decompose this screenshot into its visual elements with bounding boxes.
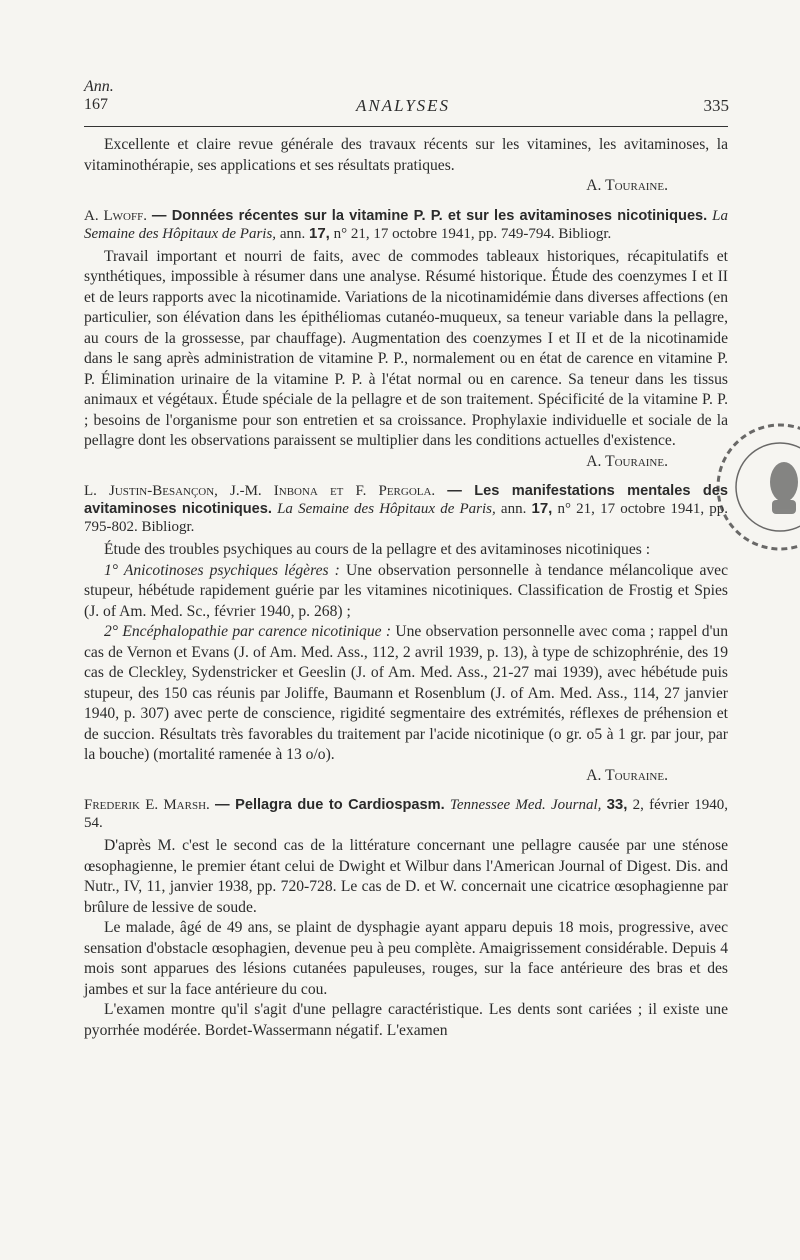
entry-volume: 33, <box>606 796 628 813</box>
entry-signature: A. Touraine. <box>586 452 668 470</box>
entry-title: — Les manifestations mentales des avitaminoses nicotiniques. <box>84 483 728 517</box>
review-entry <box>84 207 728 473</box>
intro-signature: A. Touraine. <box>586 177 668 194</box>
entry-paragraph: L'examen montre qu'il s'agit d'une pellagre caractéristique. Les dents sont cariées ; il existe une pyorrhée modérée. Bordet-Wassermann négatif. L'examen <box>84 1001 728 1039</box>
entry-ref-pre: ann. <box>500 501 527 517</box>
review-entry <box>84 796 728 1041</box>
entry-volume: 17, <box>531 500 553 517</box>
review-entry <box>84 482 728 786</box>
entry-reference <box>84 207 728 243</box>
entry-list-item <box>84 561 728 623</box>
journal-name: Ann. <box>84 78 114 95</box>
journal-volume: 167 <box>84 96 108 113</box>
header-rule <box>84 126 728 127</box>
journal-abbrev <box>84 78 114 114</box>
item-text: Une observation personnelle à tendance mélancolique avec stupeur, hébétude rapidement guérie par les vitamines nicotiniques. Classification de Frostig et Spies (J. of Am. Med. Sc., février 1940, p. 268) ; <box>84 561 729 620</box>
entry-reference <box>84 482 728 536</box>
page-number: 335 <box>703 96 729 115</box>
intro-text: Excellente et claire revue générale des travaux récents sur les vitamines, les avitaminoses, la vitaminothérapie, ses applications et ses résultats pratiques. <box>84 136 728 174</box>
entry-author: L. Justin-Besançon, J.-M. Inbona et F. Pergola. <box>84 483 436 499</box>
entry-journal: Tennessee Med. Journal, <box>449 797 602 813</box>
entry-ref-pre: ann. <box>279 225 306 242</box>
entry-reference <box>84 796 728 832</box>
library-stamp-icon <box>712 392 800 582</box>
entry-ref-post: n° 21, 17 octobre 1941, pp. 795-802. Bibliogr. <box>84 501 729 535</box>
entry-paragraph: Travail important et nourri de faits, avec de commodes tableaux historiques, récapitulatifs et synthétiques, impossible à résumer dans une analyse. Résumé historique. Étude des coenzymes I et II et de leurs rapports avec la nicotinamide. Variations de la nicotinamidémie dans diverses affections (en particulier, son élévation dans les épithéliomas cutanéo-muqueux, sa teneur variable dans la pellagre, au cours de la grossesse, par chauffage). Augmentation des coenzymes I et II et de la nicotinamide dans le sang après administration de vitamine P. P., normalement ou en état de carence en vitamine P. P. Élimination urinaire de la vitamine P. P. à l'état normal ou en carence. Sa teneur dans les tissus animaux et végétaux. Étude spéciale de la pellagre et de son traitement. Spécificité de la vitamine P. P. ; besoins de l'organisme pour son entretien et sa croissance. Prophylaxie individuelle et sociale de la pellagre dont les observations paraissent se multiplier dans les conditions actuelles d'existence. <box>84 247 728 449</box>
entry-paragraph: Le malade, âgé de 49 ans, se plaint de dysphagie ayant apparu depuis 18 mois, progressive, avec sensation d'obstacle œsophagien, devenue peu à peu complète. Amaigrissement considérable. Depuis 4 mois sont apparues des lésions cutanées papuleuses, rouges, sur la face antérieure des bras et des jambes et sur la face antérieure du cou. <box>84 919 728 998</box>
entry-signature: A. Touraine. <box>586 766 668 784</box>
entry-ref-post: n° 21, 17 octobre 1941, pp. 749-794. Bibliogr. <box>333 225 612 242</box>
entry-list-item <box>84 622 728 766</box>
item-text: Une observation personnelle avec coma ; rappel d'un cas de Vernon et Evans (J. of Am. Med. Ass., 112, 2 avril 1939, p. 13), à type de schizophrénie, des 19 cas de Cleckley, Sydenstricker et Geeslin (J. of Am. Med. Ass., 21-27 mai 1939), avec hébétude puis stupeur, des 150 cas réunis par Joliffe, Baumann et Rosenblum (J. of Am. Med. Ass., 114, 27 janvier 1940, p. 307) avec perte de conscience, rigidité segmentaire des extrémités, réflexes de préhension et de succion. Résultats très favorables du traitement par l'acide nicotinique (o gr. o5 à 1 gr. par jour, par la bouche) (mortalité ramenée à 13 o/o). <box>84 623 729 763</box>
section-title: ANALYSES <box>356 96 451 115</box>
entry-author: Frederik E. Marsh. <box>84 797 210 813</box>
entry-author: A. Lwoff. <box>84 207 147 224</box>
entry-journal: La Semaine des Hôpitaux de Paris, <box>84 207 728 242</box>
entry-paragraph: D'après M. c'est le second cas de la littérature concernant une pellagre causée par une sténose œsophagienne, le premier étant celui de Dwight et Wilbur dans l'American Journal of Digest. Dis. and Nutr., IV, 11, janvier 1938, pp. 720-728. Le cas de D. et W. concernait une cicatrice œsophagienne par brûlure de lessive de soude. <box>84 837 728 916</box>
item-label: 1° Anicotinoses psychiques légères : <box>104 561 340 579</box>
entry-title: — Pellagra due to Cardiospasm. <box>214 797 445 813</box>
entry-ref-post: 2, février 1940, 54. <box>84 797 729 831</box>
entry-journal: La Semaine des Hôpitaux de Paris, <box>277 501 496 517</box>
running-header <box>84 78 728 118</box>
entry-paragraph: Étude des troubles psychiques au cours de la pellagre et des avitaminoses nicotiniques : <box>104 541 651 558</box>
page <box>84 78 728 1041</box>
entry-volume: 17, <box>308 224 330 242</box>
item-label: 2° Encéphalopathie par carence nicotinique : <box>104 623 392 640</box>
entry-title: — Données récentes sur la vitamine P. P. et sur les avitaminoses nicotiniques. <box>151 207 708 224</box>
